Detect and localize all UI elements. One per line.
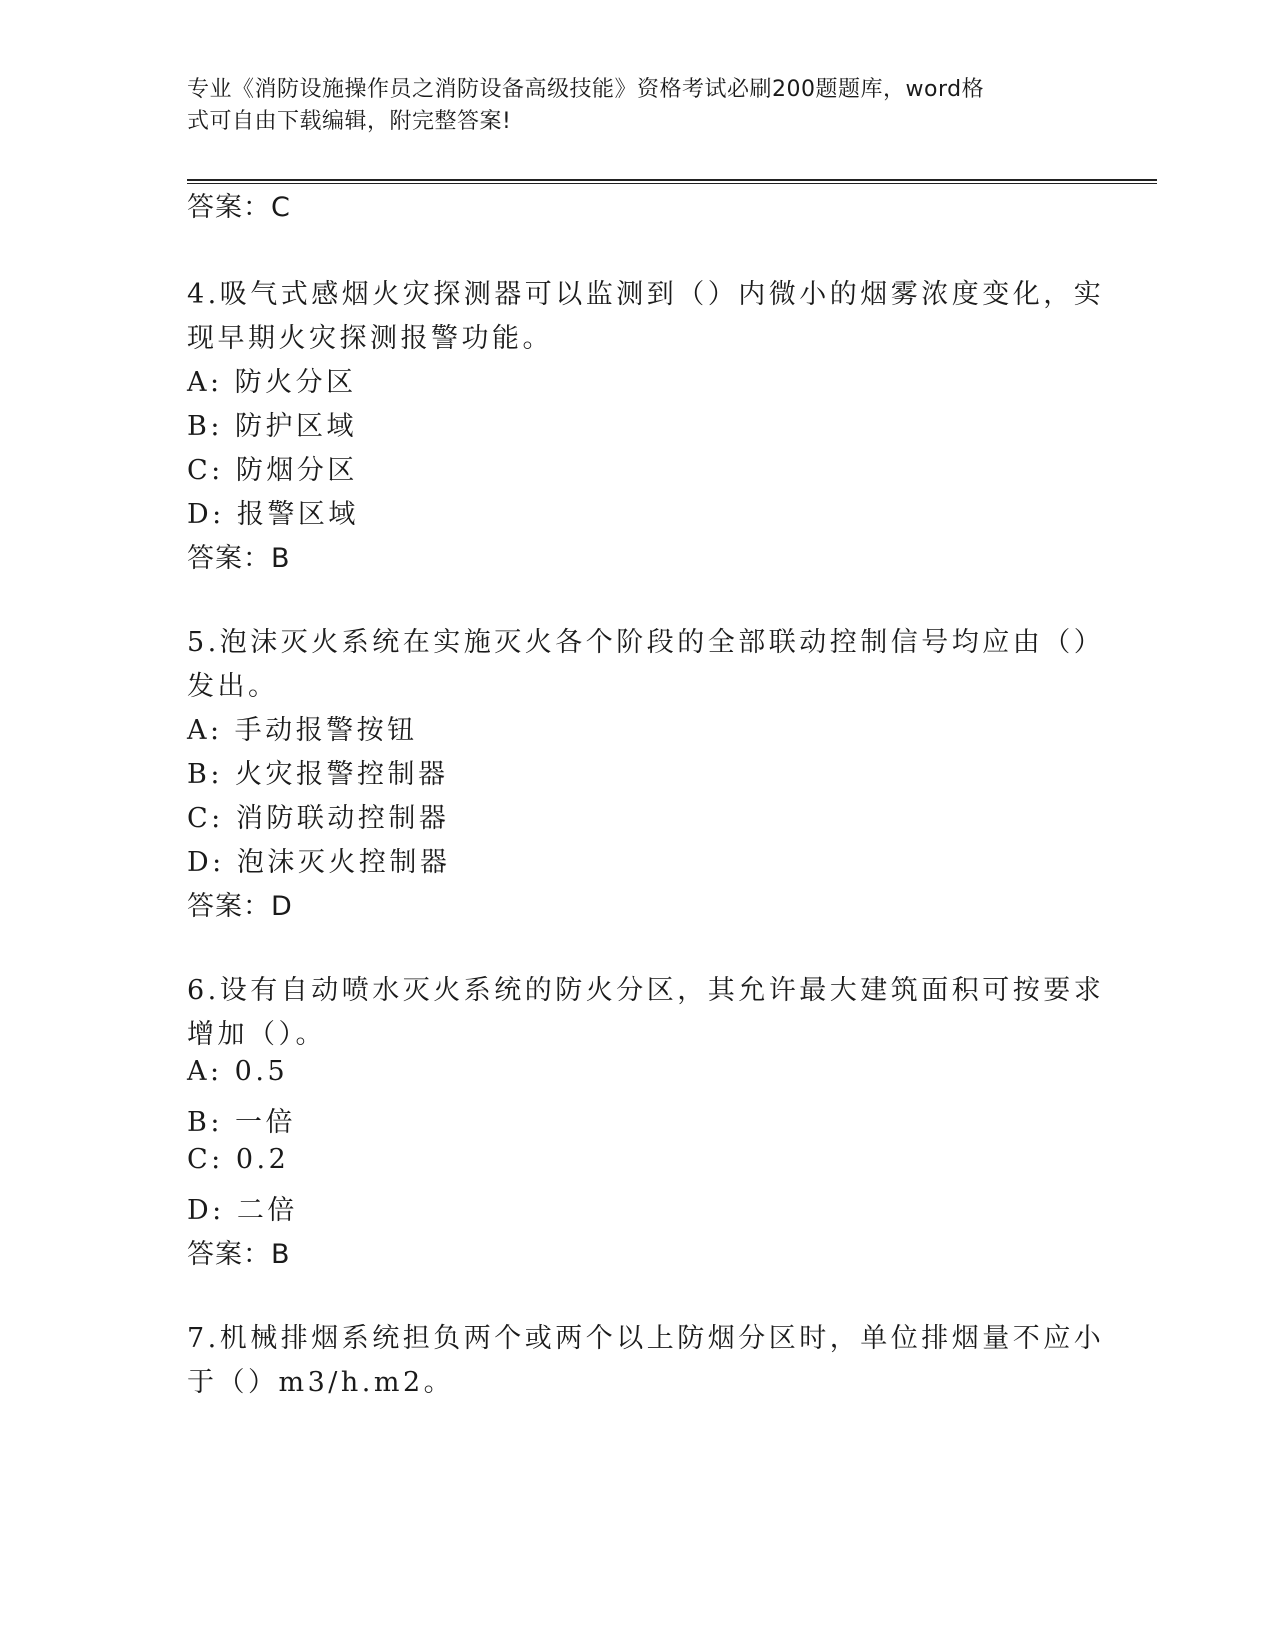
question-stem-line: 4.吸气式感烟火灾探测器可以监测到（）内微小的烟雾浓度变化，实 [187,279,1105,310]
option-a: A: 防火分区 [187,367,357,398]
header-line-2: 式可自由下载编辑，附完整答案! [187,109,512,134]
header-line-1: 专业《消防设施操作员之消防设备高级技能》资格考试必刷200题题库，word格 [187,77,985,102]
answer: 答案：D [187,891,293,922]
question-stem-line: 于（）m3/h.m2。 [187,1367,455,1398]
option-c: C: 消防联动控制器 [187,803,450,834]
option-a: A: 手动报警按钮 [187,715,418,746]
option-d: D: 二倍 [187,1195,298,1226]
document-header [187,74,1067,138]
answer: 答案：B [187,543,291,574]
answer: 答案：B [187,1239,291,1270]
option-b: B: 一倍 [187,1107,297,1138]
option-c: C: 防烟分区 [187,455,358,486]
question-stem-line: 现早期火灾探测报警功能。 [187,323,553,354]
question-stem-line: 增加（）。 [187,1019,326,1050]
answer-previous: 答案：C [187,192,291,223]
option-c: C: 0.2 [187,1144,290,1175]
question-stem-line: 7.机械排烟系统担负两个或两个以上防烟分区时，单位排烟量不应小 [187,1323,1105,1354]
option-a: A: 0.5 [187,1056,289,1087]
option-d: D: 泡沫灭火控制器 [187,847,451,878]
question-stem-line: 5.泡沫灭火系统在实施灭火各个阶段的全部联动控制信号均应由（） [187,627,1105,658]
question-stem-line: 6.设有自动喷水灭火系统的防火分区，其允许最大建筑面积可按要求 [187,975,1105,1006]
option-d: D: 报警区域 [187,499,359,530]
question-stem-line: 发出。 [187,671,279,702]
header-divider [187,179,1157,184]
option-b: B: 防护区域 [187,411,358,442]
option-b: B: 火灾报警控制器 [187,759,449,790]
